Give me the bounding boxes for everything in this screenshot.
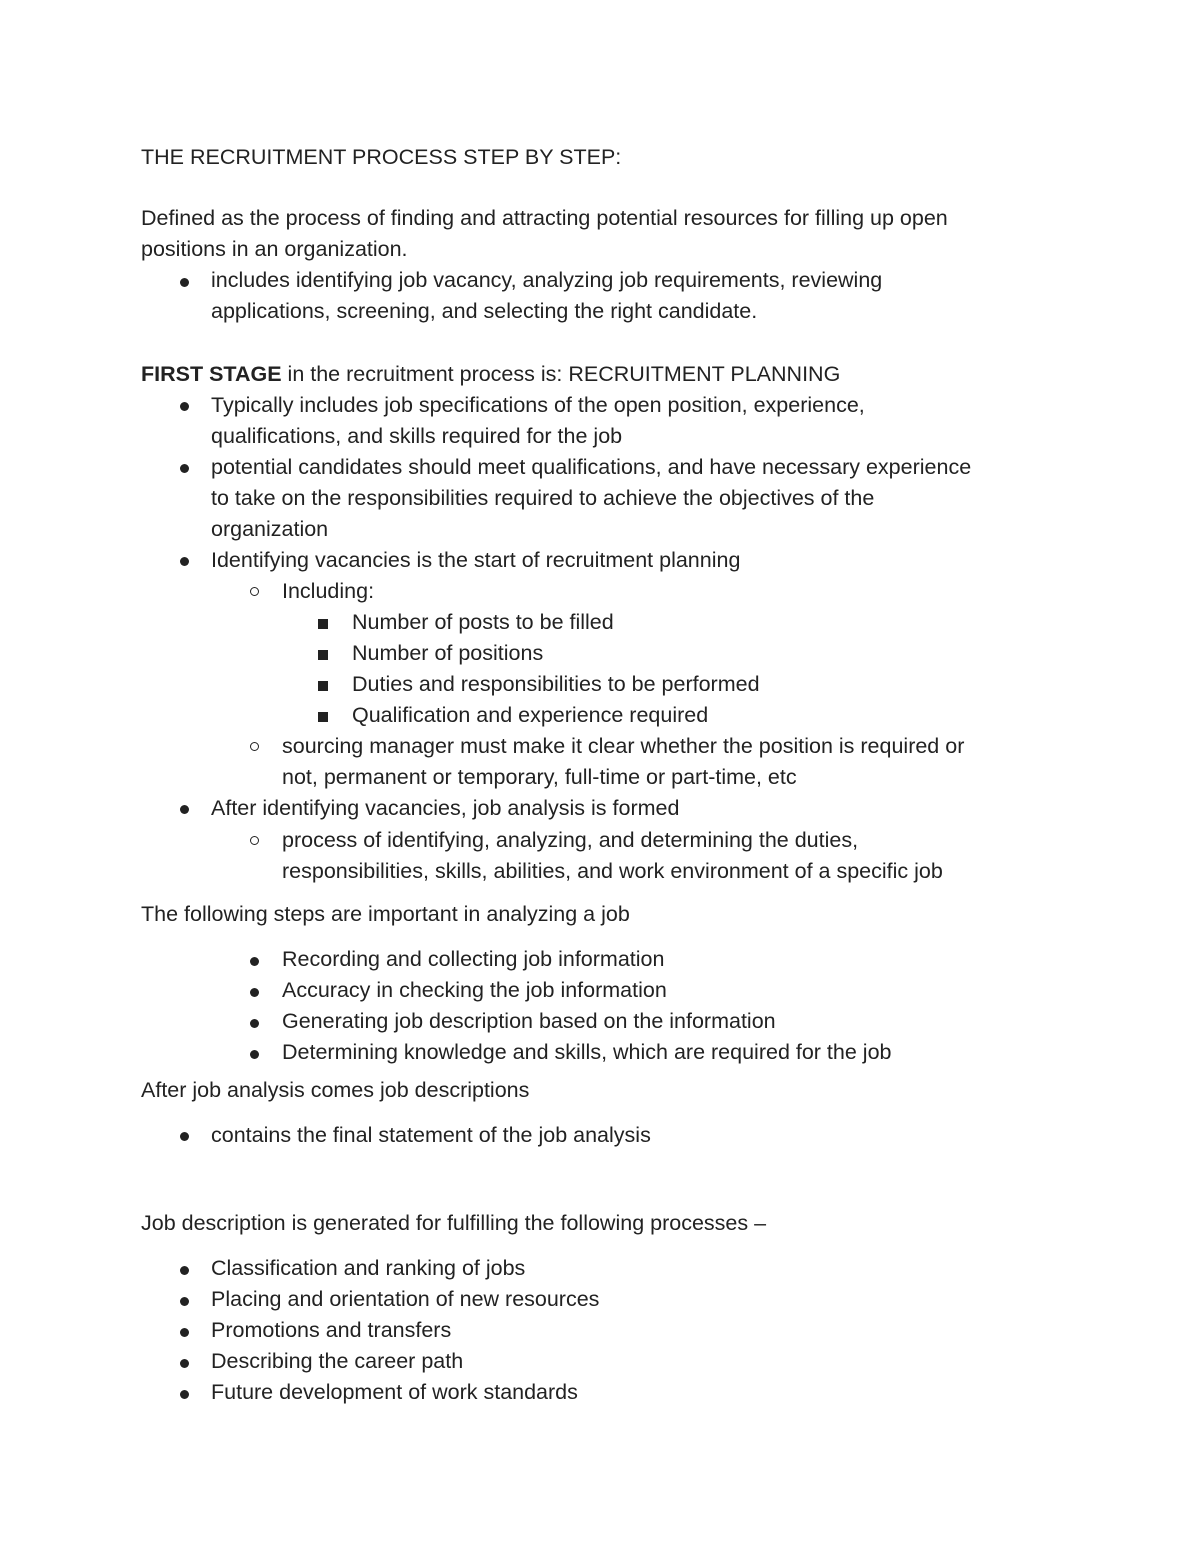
bullet-circle-icon <box>250 742 259 751</box>
first-stage-label: FIRST STAGE <box>141 362 282 386</box>
first-stage-bullet-1-line-2: qualifications, and skills required for the job <box>211 424 623 448</box>
first-stage-bullet-2-line-2: to take on the responsibilities required to achieve the objectives of the <box>211 486 875 510</box>
bullet-disc-icon <box>180 805 189 814</box>
including-item: Qualification and experience required <box>352 703 709 727</box>
job-analysis-step: Accuracy in checking the job information <box>282 978 667 1002</box>
first-stage-text: in the recruitment process is: RECRUITMENT PLANNING <box>281 362 841 386</box>
first-stage-bullet-3-sub-2-line-1: sourcing manager must make it clear whether the position is required or <box>282 734 965 758</box>
job-analysis-step: Generating job description based on the information <box>282 1009 776 1033</box>
bullet-square-icon <box>318 681 328 691</box>
bullet-disc-icon <box>180 402 189 411</box>
definition-bullet-line-1: includes identifying job vacancy, analyzing job requirements, reviewing <box>211 268 883 292</box>
first-stage-bullet-4-sub-1-line-2: responsibilities, skills, abilities, and work environment of a specific job <box>282 859 943 883</box>
document-title: THE RECRUITMENT PROCESS STEP BY STEP: <box>141 145 622 169</box>
first-stage-bullet-3-sub-2-line-2: not, permanent or temporary, full-time or part-time, etc <box>282 765 797 789</box>
job-analysis-step: Recording and collecting job information <box>282 947 665 971</box>
bullet-disc-icon <box>250 988 259 997</box>
bullet-disc-icon <box>250 1019 259 1028</box>
bullet-square-icon <box>318 619 328 629</box>
job-analysis-intro: The following steps are important in analyzing a job <box>141 902 630 926</box>
including-item: Number of posts to be filled <box>352 610 614 634</box>
definition-line-2: positions in an organization. <box>141 237 408 261</box>
first-stage-bullet-1-line-1: Typically includes job specifications of the open position, experience, <box>211 393 865 417</box>
process-item: Placing and orientation of new resources <box>211 1287 600 1311</box>
bullet-disc-icon <box>180 1132 189 1141</box>
bullet-disc-icon <box>180 1328 189 1337</box>
bullet-disc-icon <box>180 1297 189 1306</box>
job-analysis-step: Determining knowledge and skills, which are required for the job <box>282 1040 892 1064</box>
first-stage-bullet-3: Identifying vacancies is the start of recruitment planning <box>211 548 741 572</box>
first-stage-bullet-2-line-3: organization <box>211 517 329 541</box>
process-item: Future development of work standards <box>211 1380 578 1404</box>
bullet-circle-icon <box>250 587 259 596</box>
process-item: Classification and ranking of jobs <box>211 1256 526 1280</box>
first-stage-bullet-4: After identifying vacancies, job analysis is formed <box>211 796 680 820</box>
including-item: Number of positions <box>352 641 544 665</box>
bullet-square-icon <box>318 712 328 722</box>
definition-bullet-line-2: applications, screening, and selecting the right candidate. <box>211 299 758 323</box>
including-item: Duties and responsibilities to be performed <box>352 672 760 696</box>
bullet-circle-icon <box>250 836 259 845</box>
process-item: Promotions and transfers <box>211 1318 452 1342</box>
first-stage-bullet-2-line-1: potential candidates should meet qualifications, and have necessary experience <box>211 455 972 479</box>
first-stage-heading <box>141 359 840 390</box>
process-item: Describing the career path <box>211 1349 464 1373</box>
first-stage-bullet-3-sub-1: Including: <box>282 579 375 603</box>
first-stage-bullet-4-sub-1-line-1: process of identifying, analyzing, and determining the duties, <box>282 828 859 852</box>
job-descriptions-intro: After job analysis comes job descriptions <box>141 1078 530 1102</box>
bullet-disc-icon <box>180 464 189 473</box>
bullet-disc-icon <box>250 957 259 966</box>
processes-intro: Job description is generated for fulfilling the following processes – <box>141 1211 767 1235</box>
bullet-disc-icon <box>180 1390 189 1399</box>
bullet-disc-icon <box>180 278 189 287</box>
bullet-disc-icon <box>180 557 189 566</box>
definition-line-1: Defined as the process of finding and attracting potential resources for filling up open <box>141 206 948 230</box>
bullet-disc-icon <box>180 1266 189 1275</box>
bullet-disc-icon <box>250 1050 259 1059</box>
job-descriptions-bullet: contains the final statement of the job analysis <box>211 1123 651 1147</box>
bullet-disc-icon <box>180 1359 189 1368</box>
bullet-square-icon <box>318 650 328 660</box>
